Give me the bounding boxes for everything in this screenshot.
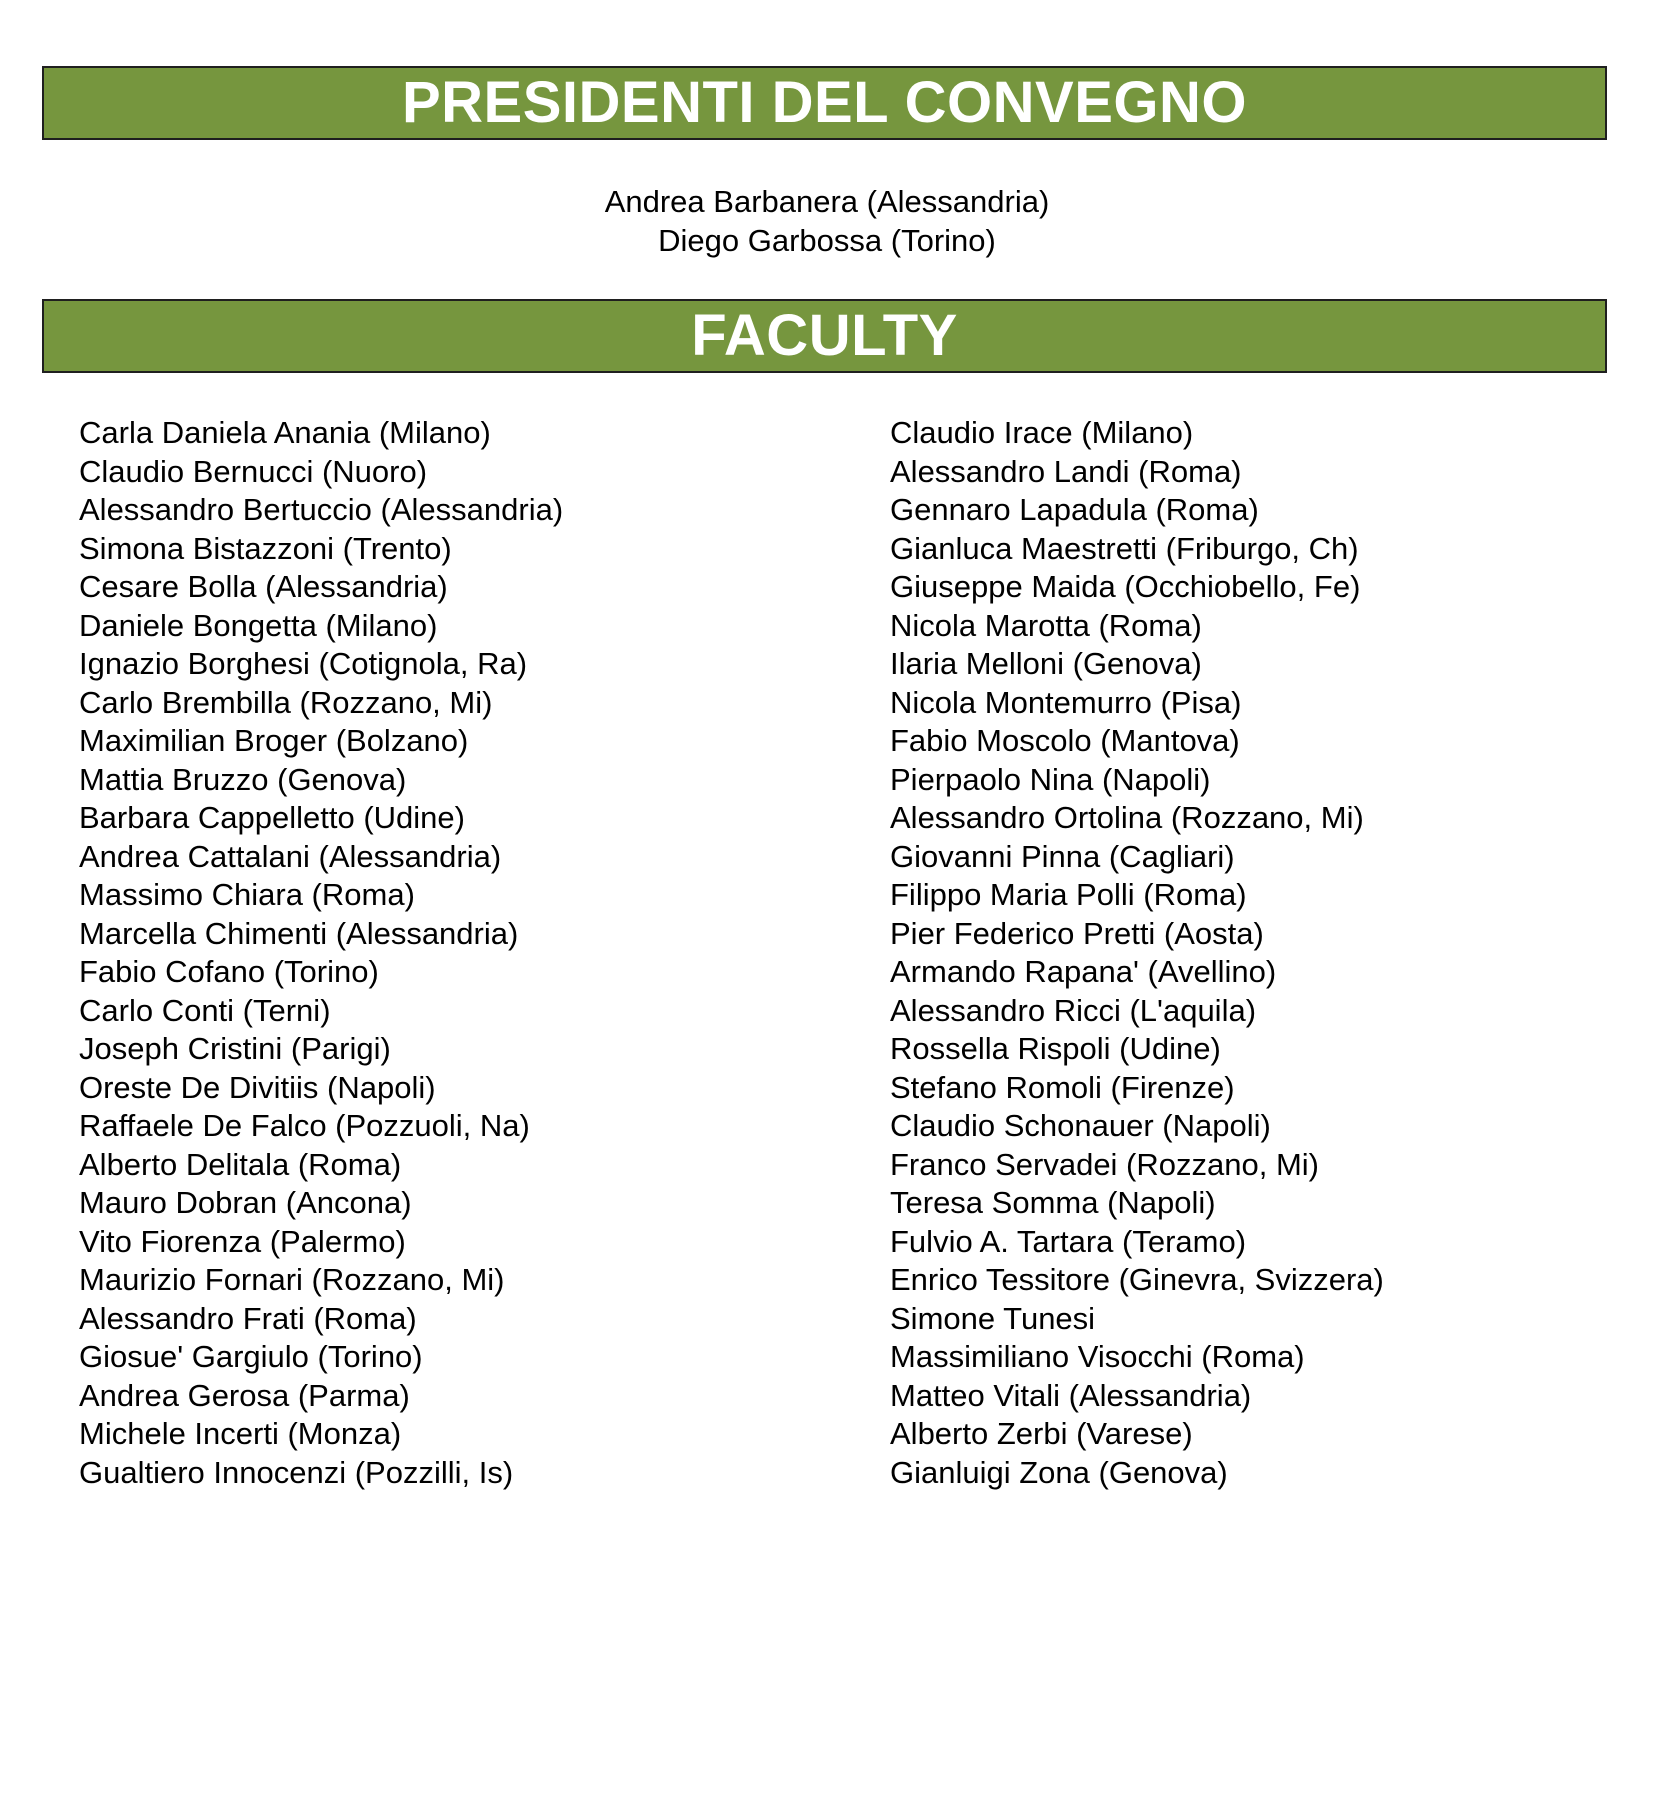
faculty-member: Alessandro Ortolina (Rozzano, Mi)	[890, 800, 1364, 835]
faculty-member: Giovanni Pinna (Cagliari)	[890, 838, 1235, 874]
faculty-member: Enrico Tessitore (Ginevra, Svizzera)	[890, 1262, 1384, 1297]
faculty-member: Mauro Dobran (Ancona)	[79, 1185, 412, 1220]
faculty-member: Raffaele De Falco (Pozzuoli, Na)	[79, 1108, 530, 1143]
faculty-member: Massimo Chiara (Roma)	[79, 877, 415, 912]
faculty-member: Giuseppe Maida (Occhiobello, Fe)	[890, 569, 1361, 604]
faculty-member: Stefano Romoli (Firenze)	[890, 1069, 1235, 1105]
faculty-member: Giosue' Gargiulo (Torino)	[79, 1339, 423, 1374]
president-name: Diego Garbossa (Torino)	[658, 222, 996, 258]
faculty-member: Gualtiero Innocenzi (Pozzilli, Is)	[79, 1454, 514, 1490]
faculty-member: Fabio Cofano (Torino)	[79, 954, 379, 989]
faculty-member: Gianluca Maestretti (Friburgo, Ch)	[890, 530, 1359, 566]
faculty-member: Andrea Gerosa (Parma)	[79, 1377, 410, 1413]
faculty-member: Nicola Marotta (Roma)	[890, 607, 1202, 643]
faculty-member: Carlo Conti (Terni)	[79, 992, 331, 1028]
faculty-member: Armando Rapana' (Avellino)	[890, 954, 1277, 989]
faculty-member: Matteo Vitali (Alessandria)	[890, 1377, 1252, 1413]
faculty-member: Claudio Irace (Milano)	[890, 415, 1194, 450]
faculty-member: Marcella Chimenti (Alessandria)	[79, 915, 519, 951]
faculty-member: Mattia Bruzzo (Genova)	[79, 761, 407, 797]
faculty-member: Joseph Cristini (Parigi)	[79, 1031, 391, 1066]
faculty-list-left-column	[79, 414, 839, 1492]
faculty-member: Carla Daniela Anania (Milano)	[79, 415, 491, 450]
faculty-member: Alberto Delitala (Roma)	[79, 1146, 402, 1182]
faculty-section-title: FACULTY	[691, 303, 958, 368]
faculty-member: Michele Incerti (Monza)	[79, 1416, 402, 1451]
president-name: Andrea Barbanera (Alessandria)	[604, 184, 1050, 219]
faculty-member: Fabio Moscolo (Mantova)	[890, 723, 1240, 758]
faculty-member: Alessandro Ricci (L'aquila)	[890, 992, 1257, 1028]
presidents-list	[0, 183, 1654, 260]
faculty-member: Ignazio Borghesi (Cotignola, Ra)	[79, 646, 528, 681]
faculty-member: Simone Tunesi	[890, 1300, 1096, 1336]
faculty-member: Massimiliano Visocchi (Roma)	[890, 1339, 1305, 1374]
faculty-member: Franco Servadei (Rozzano, Mi)	[890, 1146, 1319, 1182]
faculty-member: Pier Federico Pretti (Aosta)	[890, 915, 1264, 951]
faculty-member: Alessandro Bertuccio (Alessandria)	[79, 492, 564, 527]
faculty-section-banner	[42, 299, 1607, 373]
faculty-member: Gennaro Lapadula (Roma)	[890, 492, 1259, 527]
faculty-member: Gianluigi Zona (Genova)	[890, 1454, 1228, 1490]
faculty-member: Barbara Cappelletto (Udine)	[79, 800, 465, 835]
faculty-member: Alessandro Landi (Roma)	[890, 453, 1242, 489]
faculty-member: Fulvio A. Tartara (Teramo)	[890, 1223, 1247, 1259]
faculty-member: Claudio Bernucci (Nuoro)	[79, 453, 428, 489]
presidents-section-title: PRESIDENTI DEL CONVEGNO	[401, 70, 1248, 135]
faculty-member: Pierpaolo Nina (Napoli)	[890, 761, 1211, 797]
presidents-section-banner	[42, 66, 1607, 140]
faculty-member: Maximilian Broger (Bolzano)	[79, 723, 469, 758]
faculty-member: Oreste De Divitiis (Napoli)	[79, 1069, 436, 1105]
faculty-member: Simona Bistazzoni (Trento)	[79, 530, 452, 566]
faculty-member: Teresa Somma (Napoli)	[890, 1185, 1216, 1220]
faculty-member: Andrea Cattalani (Alessandria)	[79, 838, 502, 874]
faculty-member: Nicola Montemurro (Pisa)	[890, 684, 1242, 720]
faculty-member: Cesare Bolla (Alessandria)	[79, 569, 448, 604]
faculty-member: Alessandro Frati (Roma)	[79, 1300, 417, 1336]
faculty-member: Vito Fiorenza (Palermo)	[79, 1223, 406, 1259]
faculty-member: Maurizio Fornari (Rozzano, Mi)	[79, 1262, 505, 1297]
faculty-member: Daniele Bongetta (Milano)	[79, 607, 438, 643]
faculty-member: Alberto Zerbi (Varese)	[890, 1416, 1193, 1451]
faculty-member: Filippo Maria Polli (Roma)	[890, 877, 1247, 912]
faculty-list-right-column	[890, 414, 1630, 1492]
faculty-member: Rossella Rispoli (Udine)	[890, 1031, 1221, 1066]
faculty-member: Claudio Schonauer (Napoli)	[890, 1108, 1271, 1143]
faculty-member: Ilaria Melloni (Genova)	[890, 646, 1202, 681]
faculty-member: Carlo Brembilla (Rozzano, Mi)	[79, 684, 493, 720]
